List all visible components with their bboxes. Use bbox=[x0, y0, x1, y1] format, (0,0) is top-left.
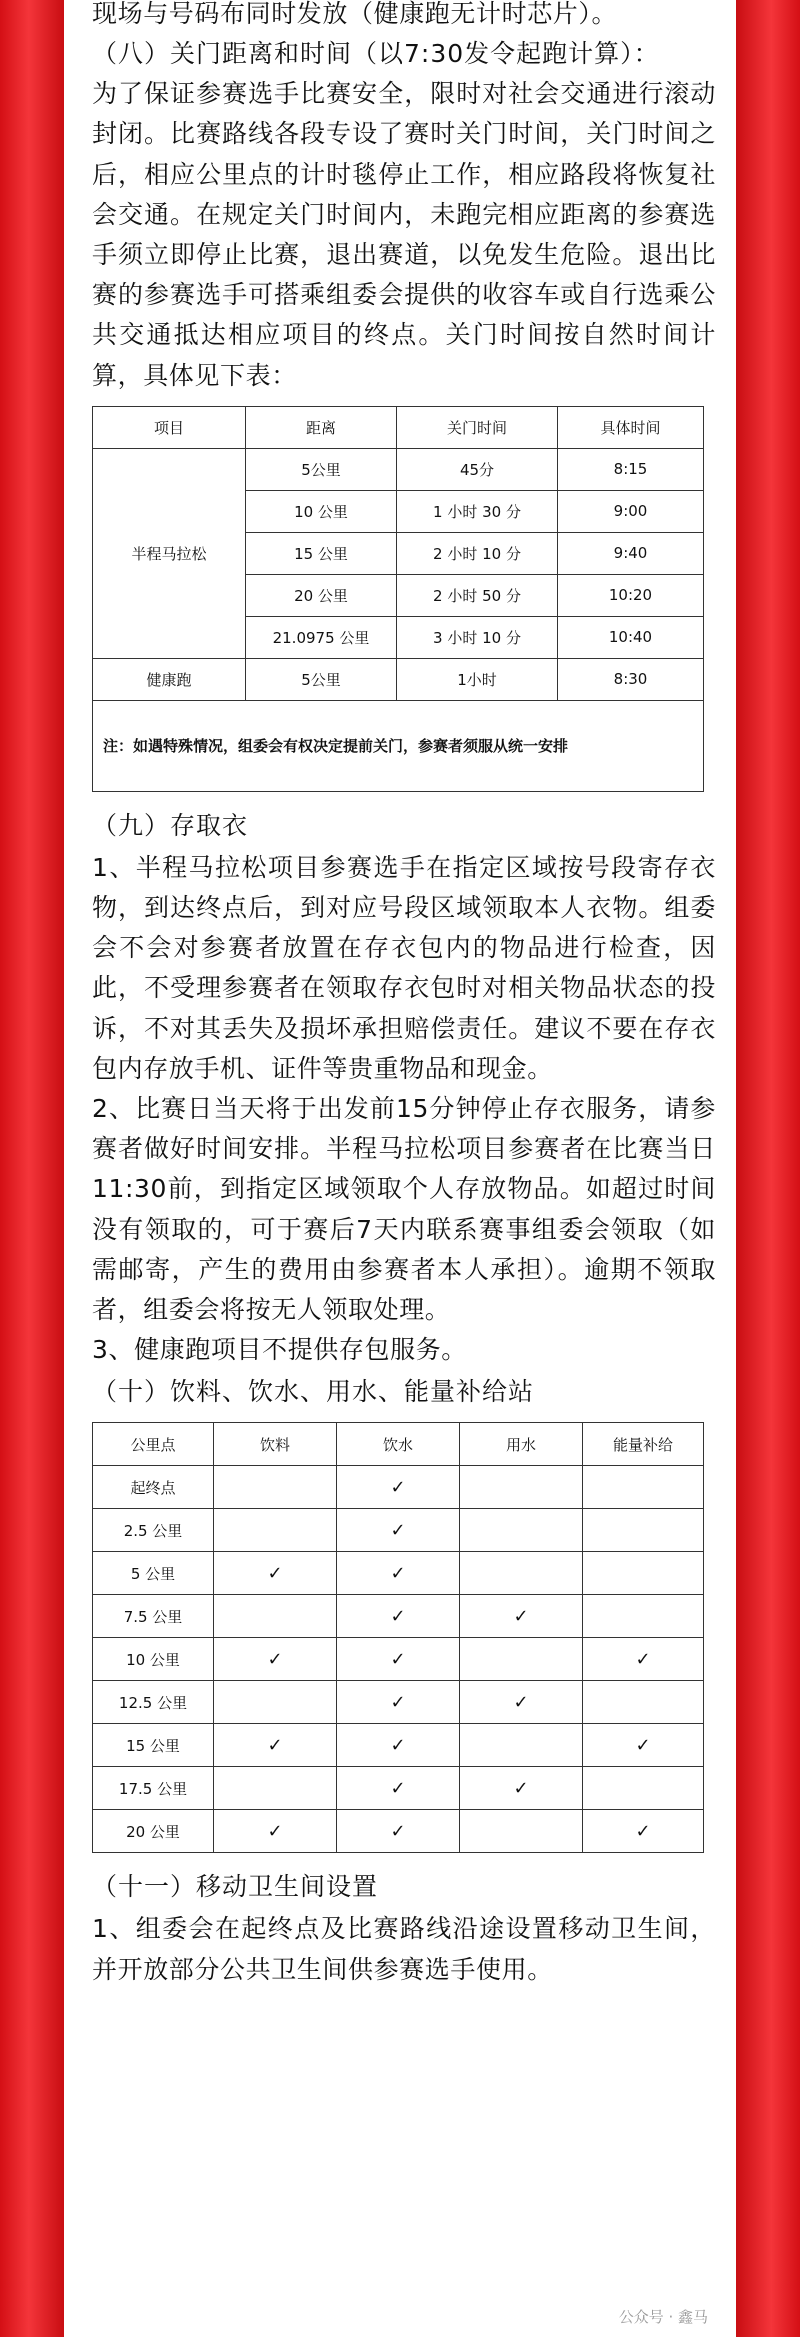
clock-time-cell: 8:15 bbox=[558, 448, 704, 490]
right-red-border bbox=[736, 0, 800, 2337]
table-row bbox=[93, 1595, 704, 1638]
water-cell bbox=[337, 1724, 460, 1767]
use-cell bbox=[460, 1466, 583, 1509]
water-cell bbox=[337, 1595, 460, 1638]
distance-cell: 5公里 bbox=[246, 658, 397, 700]
energy-cell bbox=[583, 1552, 704, 1595]
section-10-heading: （十）饮料、饮水、用水、能量补给站 bbox=[92, 1377, 535, 1407]
check-mark-icon: ✓ bbox=[390, 1691, 406, 1713]
cutoff-cell: 1小时 bbox=[397, 658, 558, 700]
check-mark-icon: ✓ bbox=[513, 1777, 529, 1799]
km-point-cell: 17.5 公里 bbox=[93, 1767, 214, 1810]
check-mark-icon: ✓ bbox=[635, 1648, 651, 1670]
cutoff-table-body bbox=[93, 448, 704, 791]
table-row bbox=[93, 1466, 704, 1509]
check-mark-icon: ✓ bbox=[513, 1691, 529, 1713]
col-drink: 饮料 bbox=[214, 1423, 337, 1466]
cutoff-cell: 2 小时 50 分 bbox=[397, 574, 558, 616]
drink-cell bbox=[214, 1509, 337, 1552]
check-mark-icon: ✓ bbox=[635, 1734, 651, 1756]
check-mark-icon: ✓ bbox=[267, 1820, 283, 1842]
energy-cell bbox=[583, 1724, 704, 1767]
cutoff-cell: 3 小时 10 分 bbox=[397, 616, 558, 658]
check-mark-icon: ✓ bbox=[390, 1605, 406, 1627]
clock-time-cell: 9:00 bbox=[558, 490, 704, 532]
section-11-heading: （十一）移动卫生间设置 bbox=[92, 1872, 379, 1902]
check-mark-icon: ✓ bbox=[267, 1648, 283, 1670]
col-km-point: 公里点 bbox=[93, 1423, 214, 1466]
check-mark-icon: ✓ bbox=[390, 1777, 406, 1799]
check-mark-icon: ✓ bbox=[635, 1820, 651, 1842]
km-point-cell: 2.5 公里 bbox=[93, 1509, 214, 1552]
section-8-heading: （八）关门距离和时间（以7:30发令起跑计算）： bbox=[92, 39, 660, 69]
event-cell: 半程马拉松 bbox=[93, 448, 246, 658]
energy-cell bbox=[583, 1810, 704, 1853]
use-cell bbox=[460, 1724, 583, 1767]
drink-cell bbox=[214, 1466, 337, 1509]
table-row bbox=[93, 1552, 704, 1595]
check-mark-icon: ✓ bbox=[390, 1562, 406, 1584]
km-point-cell: 15 公里 bbox=[93, 1724, 214, 1767]
intro-tail: 现场与号码布同时发放（健康跑无计时芯片）。 bbox=[92, 0, 618, 28]
check-mark-icon: ✓ bbox=[390, 1820, 406, 1842]
drink-cell bbox=[214, 1767, 337, 1810]
use-cell bbox=[460, 1767, 583, 1810]
water-cell bbox=[337, 1638, 460, 1681]
table-header-row bbox=[93, 1423, 704, 1466]
table-note-row bbox=[93, 700, 704, 791]
water-cell bbox=[337, 1681, 460, 1724]
km-point-cell: 20 公里 bbox=[93, 1810, 214, 1853]
col-water: 饮水 bbox=[337, 1423, 460, 1466]
energy-cell bbox=[583, 1638, 704, 1681]
energy-cell bbox=[583, 1681, 704, 1724]
water-cell bbox=[337, 1509, 460, 1552]
table-row bbox=[93, 1681, 704, 1724]
water-cell bbox=[337, 1466, 460, 1509]
col-energy: 能量补给 bbox=[583, 1423, 704, 1466]
distance-cell: 21.0975 公里 bbox=[246, 616, 397, 658]
check-mark-icon: ✓ bbox=[513, 1605, 529, 1627]
use-cell bbox=[460, 1638, 583, 1681]
drink-cell bbox=[214, 1681, 337, 1724]
table-row bbox=[93, 1810, 704, 1853]
distance-cell: 10 公里 bbox=[246, 490, 397, 532]
cutoff-cell: 2 小时 10 分 bbox=[397, 532, 558, 574]
drink-cell bbox=[214, 1638, 337, 1681]
supply-station-table bbox=[92, 1422, 704, 1853]
km-point-cell: 12.5 公里 bbox=[93, 1681, 214, 1724]
table-row bbox=[93, 1509, 704, 1552]
use-cell bbox=[460, 1552, 583, 1595]
energy-cell bbox=[583, 1595, 704, 1638]
use-cell bbox=[460, 1509, 583, 1552]
water-cell bbox=[337, 1767, 460, 1810]
clock-time-cell: 8:30 bbox=[558, 658, 704, 700]
section-8-body: 为了保证参赛选手比赛安全，限时对社会交通进行滚动封闭。比赛路线各段专设了赛时关门时间，关门时间之后，相应公里点的计时毯停止工作，相应路段将恢复社会交通。在规定关门时间内，未跑完相应距离的参赛选手须立即停止比赛，退出赛道，以免发生危险。退出比赛的参赛选手可搭乘组委会提供的收容车或自行选乘公共交通抵达相应项目的终点。关门时间按自然时间计算，具体见下表： bbox=[92, 79, 716, 390]
drink-cell bbox=[214, 1810, 337, 1853]
section-9-p3: 3、健康跑项目不提供存包服务。 bbox=[92, 1335, 467, 1365]
document-content bbox=[64, 0, 736, 396]
use-cell bbox=[460, 1681, 583, 1724]
distance-cell: 5公里 bbox=[246, 448, 397, 490]
km-point-cell: 10 公里 bbox=[93, 1638, 214, 1681]
col-event: 项目 bbox=[93, 406, 246, 448]
section-9-p1: 1、半程马拉松项目参赛选手在指定区域按号段寄存衣物，到达终点后，到对应号段区域领取本人衣物。组委会不会对参赛者放置在存衣包内的物品进行检查，因此，不受理参赛者在领取存衣包时对相关物品状态的投诉，不对其丢失及损坏承担赔偿责任。建议不要在存衣包内存放手机、证件等贵重物品和现金。 bbox=[92, 852, 716, 1083]
table-header-row bbox=[93, 406, 704, 448]
col-clock-time: 具体时间 bbox=[558, 406, 704, 448]
section-9-heading: （九）存取衣 bbox=[92, 810, 249, 840]
table-note: 注：如遇特殊情况，组委会有权决定提前关门，参赛者须服从统一安排 bbox=[93, 700, 704, 791]
table-row bbox=[93, 1767, 704, 1810]
col-cutoff: 关门时间 bbox=[397, 406, 558, 448]
energy-cell bbox=[583, 1767, 704, 1810]
cutoff-cell: 45分 bbox=[397, 448, 558, 490]
distance-cell: 20 公里 bbox=[246, 574, 397, 616]
check-mark-icon: ✓ bbox=[390, 1476, 406, 1498]
drink-cell bbox=[214, 1595, 337, 1638]
col-distance: 距离 bbox=[246, 406, 397, 448]
left-red-border bbox=[0, 0, 64, 2337]
cutoff-time-table bbox=[92, 406, 704, 792]
table-row bbox=[93, 658, 704, 700]
use-cell bbox=[460, 1810, 583, 1853]
km-point-cell: 7.5 公里 bbox=[93, 1595, 214, 1638]
clock-time-cell: 9:40 bbox=[558, 532, 704, 574]
supply-table-body bbox=[93, 1466, 704, 1853]
energy-cell bbox=[583, 1466, 704, 1509]
drink-cell bbox=[214, 1552, 337, 1595]
check-mark-icon: ✓ bbox=[390, 1519, 406, 1541]
section-9-p2: 2、比赛日当天将于出发前15分钟停止存衣服务，请参赛者做好时间安排。半程马拉松项目参赛者在比赛当日11:30前，到指定区域领取个人存放物品。如超过时间没有领取的，可于赛后7天内联系赛事组委会领取（如需邮寄，产生的费用由参赛者本人承担）。逾期不领取者，组委会将按无人领取处理。 bbox=[92, 1094, 716, 1325]
event-cell: 健康跑 bbox=[93, 658, 246, 700]
table-row bbox=[93, 1638, 704, 1681]
check-mark-icon: ✓ bbox=[390, 1648, 406, 1670]
section-11-p1: 1、组委会在起终点及比赛路线沿途设置移动卫生间，并开放部分公共卫生间供参赛选手使用。 bbox=[92, 1914, 716, 1984]
table-row bbox=[93, 1724, 704, 1767]
km-point-cell: 5 公里 bbox=[93, 1552, 214, 1595]
km-point-cell: 起终点 bbox=[93, 1466, 214, 1509]
document-content-3 bbox=[64, 1865, 736, 1989]
water-cell bbox=[337, 1810, 460, 1853]
check-mark-icon: ✓ bbox=[390, 1734, 406, 1756]
check-mark-icon: ✓ bbox=[267, 1562, 283, 1584]
cutoff-cell: 1 小时 30 分 bbox=[397, 490, 558, 532]
water-cell bbox=[337, 1552, 460, 1595]
use-cell bbox=[460, 1595, 583, 1638]
energy-cell bbox=[583, 1509, 704, 1552]
document-content-2 bbox=[64, 804, 736, 1415]
distance-cell: 15 公里 bbox=[246, 532, 397, 574]
col-use-water: 用水 bbox=[460, 1423, 583, 1466]
table-row bbox=[93, 448, 704, 490]
drink-cell bbox=[214, 1724, 337, 1767]
document-page bbox=[64, 0, 736, 2337]
check-mark-icon: ✓ bbox=[267, 1734, 283, 1756]
watermark: 公众号 · 鑫马 bbox=[618, 2308, 708, 2326]
clock-time-cell: 10:40 bbox=[558, 616, 704, 658]
clock-time-cell: 10:20 bbox=[558, 574, 704, 616]
